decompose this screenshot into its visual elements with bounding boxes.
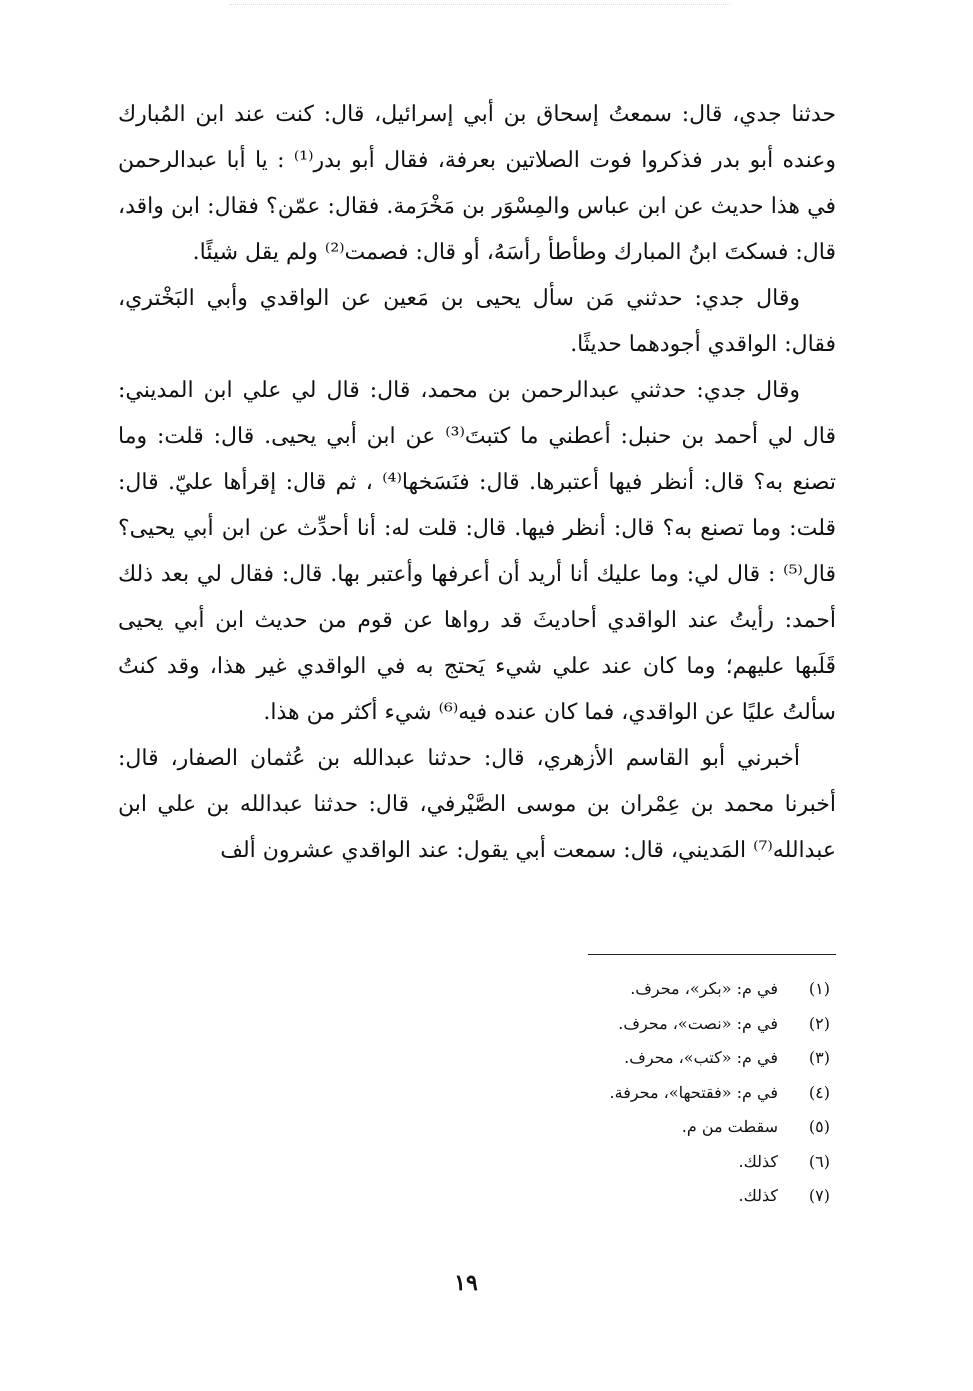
footnote-number: (٢) [808,1013,830,1033]
paragraph-4: أخبرني أبو القاسم الأزهري، قال: حدثنا عبدالله بن عُثمان الصفار، قال: أخبرنا محمد بن عِمْران بن موسى الصَّيْرفي، قال: حدثنا عبدالله بن علي ابن عبدالله⁽⁷⁾ المَديني، قال: سمعت أبي يقول: عند الواقدي عشرون ألف [118,746,836,863]
footnote-number: (٣) [808,1048,830,1067]
footnote-text: في م: «بكر»، محرف. [630,979,778,998]
page-number: ١٩ [454,1270,478,1296]
footnote-text: كذلك. [738,1186,778,1205]
footnote-number: (٦) [808,1151,830,1171]
footnote-number: (١) [808,979,830,998]
footnote-text: سقطت من م. [681,1117,778,1136]
footnote-item [380,1007,830,1042]
footnote-item [380,1041,830,1076]
footnote-item [380,1110,830,1145]
footnote-number: (٥) [808,1117,830,1136]
footnote-text: في م: «فقتحها»، محرفة. [609,1082,778,1102]
footnote-text: كذلك. [738,1151,778,1171]
footnotes [380,972,830,1214]
footnote-separator [588,954,836,955]
paragraph-2: وقال جدي: حدثني مَن سأل يحيى بن مَعين عن الواقدي وأبي البَخْتري، فقال: الواقدي أجودهما حديثًا. [118,286,836,357]
footnote-text: في م: «كتب»، محرف. [624,1048,778,1067]
footnote-text: في م: «نصت»، محرف. [618,1013,778,1033]
body-text [118,92,836,874]
footnote-item [380,1076,830,1111]
footnote-item [380,1179,830,1214]
footnote-number: (٧) [808,1186,830,1205]
footnote-item [380,972,830,1007]
paragraph-1: حدثنا جدي، قال: سمعتُ إسحاق بن أبي إسرائيل، قال: كنت عند ابن المُبارك وعنده أبو بدر فذكروا فوت الصلاتين بعرفة، فقال أبو بدر⁽¹⁾ : يا أبا عبدالرحمن في هذا حديث عن ابن عباس والمِسْوَر بن مَخْرَمة. فقال: عمّن؟ فقال: ابن واقد، قال: فسكتَ ابنُ المبارك وطأطأ رأسَهُ، أو قال: فصمت⁽²⁾ ولم يقل شيئًا. [118,102,836,265]
footnote-item [380,1145,830,1180]
scan-artifact [230,4,730,11]
paragraph-3: وقال جدي: حدثني عبدالرحمن بن محمد، قال: قال لي علي ابن المديني: قال لي أحمد بن حنبل: أعطني ما كتبتَ⁽³⁾ عن ابن أبي يحيى. قال: قلت: وما تصنع به؟ قال: أنظر فيها أعتبرها. قال: فنَسَخها⁽⁴⁾ ، ثم قال: إقرأها عليّ. قال: قلت: وما تصنع به؟ قال: أنظر فيها. قال: قلت له: أنا أحدِّث عن ابن أبي يحيى؟ قال⁽⁵⁾ : قال لي: وما عليك أنا أريد أن أعرفها وأعتبر بها. قال: فقال لي بعد ذلك أحمد: رأيتُ عند الواقدي أحاديثَ قد رواها عن قوم من حديث ابن أبي يحيى قَلَبها عليهم؛ وما كان عند علي شيء يَحتج به في الواقدي غير هذا، وقد كنتُ سألتُ عليًا عن الواقدي، فما كان عنده فيه⁽⁶⁾ شيء أكثر من هذا. [118,378,836,725]
footnote-number: (٤) [808,1082,830,1102]
